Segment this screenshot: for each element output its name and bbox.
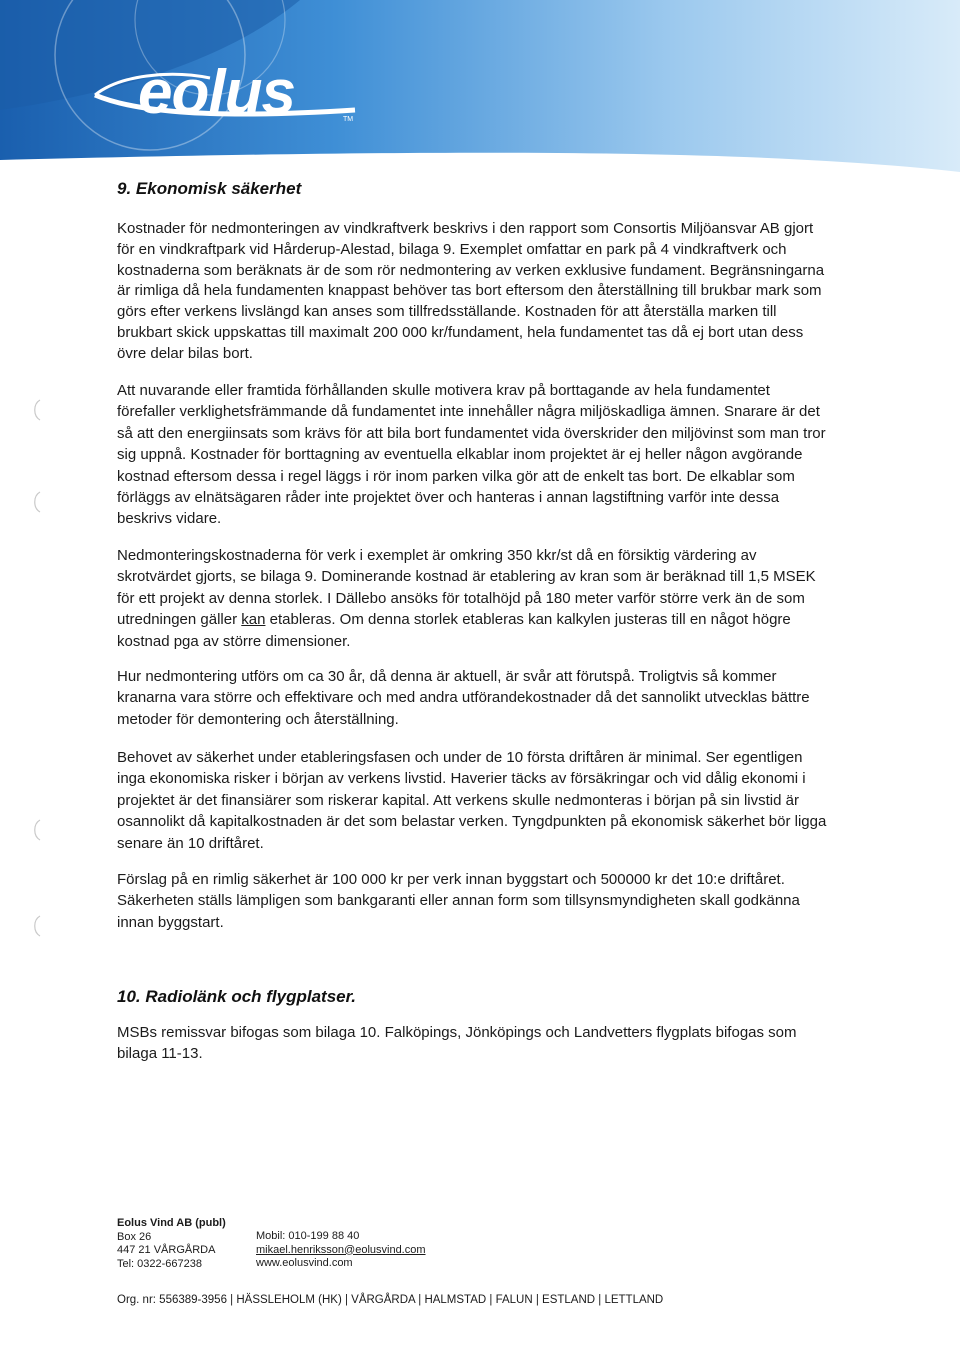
- margin-mark: [28, 398, 50, 422]
- footer-mobile: Mobil: 010-199 88 40: [256, 1230, 360, 1242]
- footer-website[interactable]: www.eolusvind.com: [256, 1257, 353, 1269]
- footer-company: Eolus Vind AB (publ): [117, 1217, 226, 1229]
- section-9-paragraph-1: Kostnader för nedmonteringen av vindkraftverk beskrivs i den rapport som Consortis Miljöansvar AB gjort för en vindkraftpark vid Hårderup-Alestad, bilaga 9. Exemplet omfattar en park på 4 vindkraftverk och kostnaderna som beräknats är de som rör nedmontering av verken exklusive fundament. Begränsningarna är rimliga då hela fundamenten knappast behöver tas bort eftersom den återställning till brukbar mark som görs efter verkens livslängd kan anses som tillfredsställande. Kostnaden för att återställa marken till brukbart skick uppskattas till maximalt 200 000 kr/fundament, hela fundamentet tas då ej bort utan dess övre delar bilas bort.: [117, 220, 825, 362]
- footer-phone: Tel: 0322-667238: [117, 1257, 203, 1270]
- section-9-paragraph-3: [117, 545, 829, 652]
- underlined-word: kan: [241, 611, 266, 629]
- paragraph-text: Nedmonteringskostnaderna för verk i exemplet är omkring 350 kkr/st då en försiktig värdering av skrotvärdet gjorts, se bilaga 9. Dominerande kostnad är etablering av kran som är beräknad till 1,5 MSEK för ett projekt av denna storlek. I Dällebo ansöks för totalhöjd på 180 meter varför större verk än de som utredningen gäller: [117, 547, 816, 629]
- footer-contact: [256, 1230, 476, 1271]
- section-10-heading: 10. Radiolänk och flygplatser.: [117, 987, 357, 1006]
- margin-mark: [28, 914, 50, 938]
- section-10-paragraph-1: MSBs remissvar bifogas som bilaga 10. Falköpings, Jönköpings och Landvetters flygplats bifogas som bilaga 11-13.: [117, 1024, 797, 1063]
- trademark-mark: TM: [343, 116, 354, 123]
- footer-address: [117, 1217, 247, 1271]
- footer-email-link[interactable]: mikael.henriksson@eolusvind.com: [256, 1243, 426, 1256]
- eolus-logo: eolus: [138, 58, 295, 127]
- footer-org-line: Org. nr: 556389-3956 | HÄSSLEHOLM (HK) | VÅRGÅRDA | HALMSTAD | FALUN | ESTLAND | LETTLAND: [117, 1294, 664, 1306]
- margin-mark: [28, 818, 50, 842]
- paragraph-text: etableras. Om denna storlek etableras kan kalkylen justeras till en något högre kostnad pga av större dimensioner.: [117, 611, 791, 650]
- footer-postal: 447 21 VÅRGÅRDA: [117, 1244, 216, 1256]
- section-9-heading: 9. Ekonomisk säkerhet: [117, 179, 302, 198]
- section-9-paragraph-4: Hur nedmontering utförs om ca 30 år, då denna är aktuell, är svår att förutspå. Troligtvis så kommer kranarna vara större och effektivare och med andra utförandekostnader då det sannolikt utvecklas bättre metoder för demontering och återställning.: [117, 668, 810, 728]
- margin-mark: [28, 490, 50, 514]
- section-9-paragraph-2: Att nuvarande eller framtida förhållanden skulle motivera krav på borttagande av hela fundamentet förefaller verklighetsfrämmande då fundamentet inte innehåller några miljöskadliga ämnen. Snarare är det så att den energiinsats som krävs för att bila bort fundamentet vida överskrider den miljövinst som man tror sig uppnå. Kostnader för borttagning av eventuella elkablar inom projektet är ej heller någon avgörande kostnad eftersom dessa i regel läggs i rör inom parken vilka gör att de enkelt tas bort. De elkablar som förläggs av elnätsägaren råder inte projektet över och hanteras i annan lagstiftning varför inte dessa beskrivs vidare.: [117, 382, 826, 528]
- section-9-paragraph-5: Behovet av säkerhet under etableringsfasen och under de 10 första driftåren är minimal. Ser egentligen inga ekonomiska risker i början av verkens livstid. Haverier täcks av försäkringar och vid dålig ekonomi i projektet är det finansiärer som riskerar kapital. Att verkens skulle nedmonteras i början på sin livstid är osannolikt då kapitalkostnaden är det som belastar verken. Tyngdpunkten på ekonomisk säkerhet bör ligga senare än 10 driftåret.: [117, 749, 827, 852]
- footer-box: Box 26: [117, 1230, 152, 1243]
- section-9-paragraph-6: Förslag på en rimlig säkerhet är 100 000 kr per verk innan byggstart och 500000 kr det 10:e driftåret. Säkerheten ställs lämpligen som bankgaranti eller annan form som tillsynsmyndigheten skall godkänna innan byggstart.: [117, 871, 800, 931]
